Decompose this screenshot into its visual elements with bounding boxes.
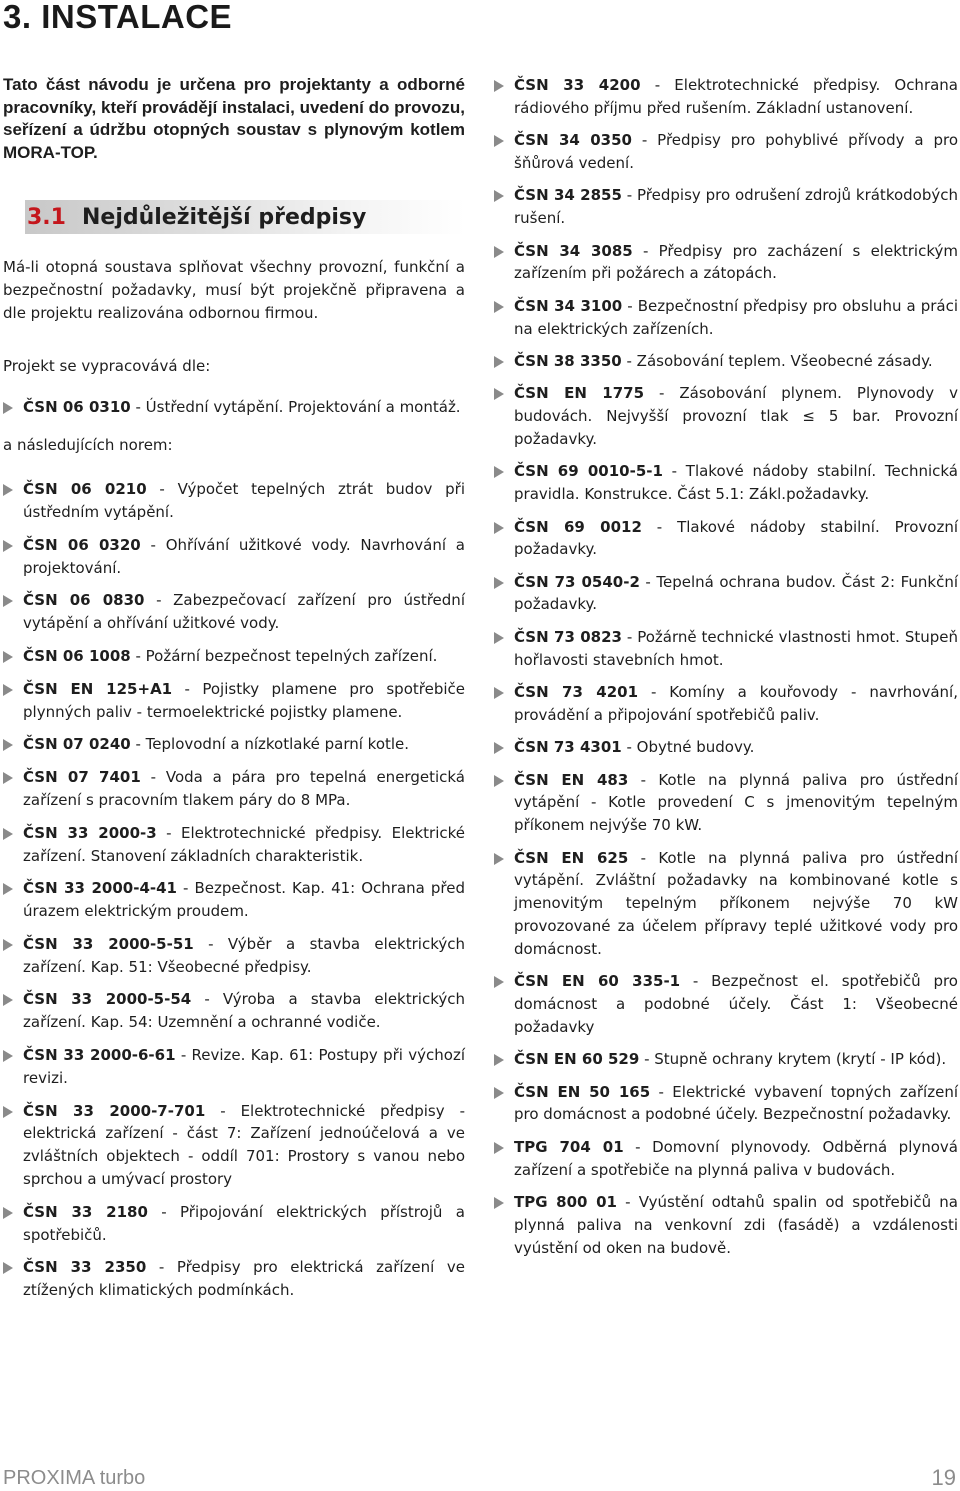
standard-code: ČSN 33 4200 xyxy=(514,76,641,94)
right-column xyxy=(494,74,958,1259)
standard-code: ČSN 73 4201 xyxy=(514,683,639,702)
standard-description: - Zásobování teplem. Všeobecné zásady. xyxy=(621,351,933,370)
standard-code: ČSN 33 2000-5-51 xyxy=(23,934,194,953)
standard-description: - Tlakové nádoby stabilní. Technická pravidla. Konstrukce. Část 5.1: Zákl.požadavky. xyxy=(514,462,958,504)
standard-description: - Bezpečnost. Kap. 41: Ochrana před úrazem elektrickým proudem. xyxy=(23,879,465,921)
standard-item xyxy=(494,1191,958,1259)
triangle-bullet-icon xyxy=(3,540,13,552)
standard-description: - Předpisy pro elektrická zařízení ve ztížených klimatických podmínkách. xyxy=(23,1258,465,1300)
standard-code: ČSN 34 2855 xyxy=(514,186,622,205)
standard-code: ČSN EN 50 165 xyxy=(514,1082,651,1101)
standard-item xyxy=(494,681,958,727)
right-standards-list xyxy=(494,74,958,1259)
standard-item xyxy=(3,822,465,868)
standard-item xyxy=(3,1044,465,1090)
standard-item xyxy=(494,1048,958,1071)
standard-description: - Tepelná ochrana budov. Část 2: Funkční požadavky. xyxy=(514,572,958,614)
triangle-bullet-icon xyxy=(3,651,13,663)
triangle-bullet-icon xyxy=(3,939,13,951)
standard-code: ČSN EN 1775 xyxy=(514,384,645,403)
footer-brand: PROXIMA turbo xyxy=(3,1467,146,1489)
triangle-bullet-icon xyxy=(3,772,13,784)
triangle-bullet-icon xyxy=(3,595,13,607)
triangle-bullet-icon xyxy=(3,883,13,895)
standard-item xyxy=(3,678,465,724)
standard-description: - Výpočet tepelných ztrát budov při ústředním vytápění. xyxy=(23,480,465,521)
standard-description: - Výroba a stavba elektrických zařízení. Kap. 54: Uzemnění a ochranné vodiče. xyxy=(23,990,465,1032)
standard-description: - Revize. Kap. 61: Postupy při výchozí revizi. xyxy=(23,1046,465,1087)
standard-description: - Obytné budovy. xyxy=(621,738,755,757)
standard-code: ČSN 34 0350 xyxy=(514,131,632,150)
triangle-bullet-icon xyxy=(3,828,13,840)
triangle-bullet-icon xyxy=(494,190,504,202)
standard-item xyxy=(3,396,465,419)
triangle-bullet-icon xyxy=(494,246,504,258)
standard-code: ČSN 34 3085 xyxy=(514,241,633,260)
standard-code: ČSN 07 7401 xyxy=(23,768,141,787)
standard-item xyxy=(494,626,958,672)
standard-item xyxy=(494,350,958,373)
standard-code: ČSN EN 60 335-1 xyxy=(514,972,681,991)
triangle-bullet-icon xyxy=(3,484,13,496)
standard-item xyxy=(494,184,958,230)
standard-code: ČSN 33 2180 xyxy=(23,1202,148,1221)
standard-description: - Bezpečnost el. spotřebičů pro domácnost a podobné účely. Část 1: Všeobecné požadavky xyxy=(514,972,958,1036)
standard-description: - Tlakové nádoby stabilní. Provozní požadavky. xyxy=(514,517,959,559)
section-heading xyxy=(25,200,465,234)
standard-description: - Předpisy pro odrušení zdrojů krátkodobých rušení. xyxy=(514,186,958,228)
standard-item xyxy=(494,847,958,961)
standard-code: TPG 800 01 xyxy=(514,1192,617,1211)
standard-item xyxy=(3,988,465,1034)
triangle-bullet-icon xyxy=(494,388,504,400)
triangle-bullet-icon xyxy=(494,1197,504,1209)
standard-description: - Připojování elektrických přístrojů a spotřebičů. xyxy=(23,1202,465,1244)
triangle-bullet-icon xyxy=(3,684,13,696)
standard-description: - Pojistky plamene pro spotřebiče plynných paliv - termoelektrické pojistky plamene. xyxy=(23,679,465,721)
triangle-bullet-icon xyxy=(3,402,13,414)
standard-item xyxy=(494,516,958,562)
standard-code: ČSN 06 0320 xyxy=(23,535,141,554)
triangle-bullet-icon xyxy=(3,1050,13,1062)
standard-description: - Elektrotechnické předpisy - elektrická zařízení - část 7: Zařízení jednoúčelová a ve zvláštních objektech - oddíl 701: Prostory s vanou nebo sprchou a umývací prostory xyxy=(23,1101,465,1189)
main-standard-list xyxy=(3,396,465,419)
standard-item xyxy=(494,295,958,341)
triangle-bullet-icon xyxy=(494,135,504,147)
standard-item xyxy=(3,733,465,756)
standard-description: - Požární bezpečnost tepelných zařízení. xyxy=(130,646,438,665)
triangle-bullet-icon xyxy=(494,687,504,699)
section-title: Nejdůležitější předpisy xyxy=(81,204,367,230)
standard-item xyxy=(494,382,958,450)
standard-item xyxy=(3,534,465,580)
standard-description: - Kotle na plynná paliva pro ústřední vytápění. Zvláštní požadavky na kombinované kotle s jmenovitým tepelným příkonem nejvýše 70 kW provozované za účelem přípravy teplé užitkové vody pro domácnost. xyxy=(514,848,959,958)
requirements-paragraph: Má-li otopná soustava splňovat všechny provozní, funkční a bezpečnostní požadavky, musí být projekčně připravena a dle projektu realizována odbornou firmou. xyxy=(3,258,465,322)
triangle-bullet-icon xyxy=(494,742,504,754)
standard-item xyxy=(494,769,958,837)
standard-description: - Elektrotechnické předpisy. Ochrana rádiového příjmu před rušením. Základní ustanovení. xyxy=(514,76,958,117)
standard-description: - Elektrotechnické předpisy. Elektrické zařízení. Stanovení základních charakteristik. xyxy=(23,823,465,865)
projekt-paragraph: Projekt se vypracovává dle: xyxy=(3,357,211,376)
triangle-bullet-icon xyxy=(494,1054,504,1066)
standard-description: - Stupně ochrany krytem (krytí - IP kód). xyxy=(639,1050,947,1069)
standard-code: ČSN 69 0010-5-1 xyxy=(514,462,663,481)
standard-code: ČSN EN 625 xyxy=(514,848,629,867)
triangle-bullet-icon xyxy=(494,466,504,478)
standard-code: ČSN 33 2000-3 xyxy=(23,823,157,842)
standard-description: - Vyústění odtahů spalin od spotřebičů na plynná paliva na venkovní zdi (fasádě) a vzdálenosti vyústění od oken na budově. xyxy=(514,1192,958,1257)
standard-code: ČSN 34 3100 xyxy=(514,296,623,315)
standard-code: ČSN 06 0830 xyxy=(23,591,145,610)
triangle-bullet-icon xyxy=(494,80,504,92)
standard-description: - Zásobování plynem. Plynovody v budovách. Nejvyšší provozní tlak ≤ 5 bar. Provozní požadavky. xyxy=(514,384,958,448)
standard-code: ČSN 73 4301 xyxy=(514,738,622,757)
standard-code: TPG 704 01 xyxy=(514,1137,624,1156)
standard-description: - Teplovodní a nízkotlaké parní kotle. xyxy=(130,735,410,754)
standard-item xyxy=(3,1100,465,1191)
standard-code: ČSN 06 0310 xyxy=(23,397,131,416)
standard-description: - Bezpečnostní předpisy pro obsluhu a práci na elektrických zařízeních. xyxy=(514,296,958,338)
standard-description: - Požárně technické vlastnosti hmot. Stupeň hořlavosti stavebních hmot. xyxy=(514,627,959,669)
standard-item xyxy=(494,571,958,617)
standard-description: - Domovní plynovody. Odběrná plynová zařízení a spotřebiče na plynná paliva v budovách. xyxy=(514,1137,959,1179)
section-number: 3.1 xyxy=(27,204,66,230)
standard-description: - Zabezpečovací zařízení pro ústřední vytápění a ohřívání užitkové vody. xyxy=(23,591,465,633)
page-title: 3. INSTALACE xyxy=(3,0,233,35)
triangle-bullet-icon xyxy=(3,994,13,1006)
standard-code: ČSN 06 1008 xyxy=(23,646,131,665)
standard-item xyxy=(494,736,958,759)
standard-code: ČSN EN 125+A1 xyxy=(23,679,173,698)
triangle-bullet-icon xyxy=(494,632,504,644)
standard-code: ČSN 33 2350 xyxy=(23,1258,147,1277)
triangle-bullet-icon xyxy=(494,577,504,589)
triangle-bullet-icon xyxy=(494,301,504,313)
standard-code: ČSN 73 0540-2 xyxy=(514,572,640,591)
standard-description: - Předpisy pro pohyblivé přívody a pro šňůrová vedení. xyxy=(514,131,958,172)
standard-code: ČSN 73 0823 xyxy=(514,627,622,646)
standard-item xyxy=(494,74,958,120)
standard-item xyxy=(3,877,465,923)
intro-text: Tato část návodu je určena pro projektanty a odborné pracovníky, kteří provádějí instalaci, uvedení do provozu, seřízení a údržbu otopných soustav s plynovým kotlem MORA-TOP. xyxy=(3,75,465,162)
standard-item xyxy=(494,1081,958,1127)
standard-item xyxy=(3,933,465,979)
standard-item xyxy=(3,589,465,635)
standard-item xyxy=(3,766,465,812)
triangle-bullet-icon xyxy=(494,1142,504,1154)
triangle-bullet-icon xyxy=(3,1106,13,1118)
standard-item xyxy=(494,970,958,1038)
triangle-bullet-icon xyxy=(3,1207,13,1219)
left-column xyxy=(3,74,465,1302)
standard-description: - Elektrické vybavení topných zařízení pro domácnost a podobné účely. Bezpečnostní požadavky. xyxy=(514,1082,958,1124)
standard-code: ČSN 06 0210 xyxy=(23,480,147,499)
standard-description: - Voda a pára pro tepelná energetická zařízení s pracovním tlakem páry do 8 MPa. xyxy=(23,768,465,809)
standard-description: - Kotle na plynná paliva pro ústřední vytápění - Kotle provedení C s jmenovitým tepelným příkonem nejvýše 70 kW. xyxy=(514,770,959,835)
standard-description: - Výběr a stavba elektrických zařízení. Kap. 51: Všeobecné předpisy. xyxy=(23,934,465,976)
standard-item xyxy=(494,240,958,286)
standard-description: - Předpisy pro zacházení s elektrickým zařízením při požárech a zátopách. xyxy=(514,241,958,283)
standard-code: ČSN 33 2000-7-701 xyxy=(23,1101,206,1120)
triangle-bullet-icon xyxy=(3,739,13,751)
triangle-bullet-icon xyxy=(3,1262,13,1274)
triangle-bullet-icon xyxy=(494,976,504,988)
standard-item xyxy=(494,1136,958,1182)
standard-item xyxy=(3,1201,465,1247)
triangle-bullet-icon xyxy=(494,356,504,368)
standard-code: ČSN EN 483 xyxy=(514,770,629,789)
standard-code: ČSN 33 2000-5-54 xyxy=(23,990,192,1009)
standard-item xyxy=(3,1256,465,1302)
standard-item xyxy=(3,645,465,668)
standard-item xyxy=(3,478,465,524)
standard-code: ČSN 33 2000-4-41 xyxy=(23,879,177,898)
standard-code: ČSN 33 2000-6-61 xyxy=(23,1046,176,1065)
standard-description: - Ústřední vytápění. Projektování a montáž. xyxy=(130,397,461,416)
triangle-bullet-icon xyxy=(494,853,504,865)
triangle-bullet-icon xyxy=(494,1087,504,1099)
following-standards-paragraph: a následujících norem: xyxy=(3,435,173,454)
standard-item xyxy=(494,129,958,175)
standard-code: ČSN EN 60 529 xyxy=(514,1050,640,1069)
standard-description: - Ohřívání užitkové vody. Navrhování a projektování. xyxy=(23,535,466,577)
standard-description: - Komíny a kouřovody - navrhování, provádění a připojování spotřebičů paliv. xyxy=(514,683,958,724)
page-number: 19 xyxy=(931,1465,956,1490)
triangle-bullet-icon xyxy=(494,775,504,787)
triangle-bullet-icon xyxy=(494,522,504,534)
standard-item xyxy=(494,460,958,506)
standard-code: ČSN 69 0012 xyxy=(514,517,642,536)
standard-code: ČSN 38 3350 xyxy=(514,351,622,370)
left-standards-list xyxy=(3,478,465,1302)
standard-code: ČSN 07 0240 xyxy=(23,735,131,754)
